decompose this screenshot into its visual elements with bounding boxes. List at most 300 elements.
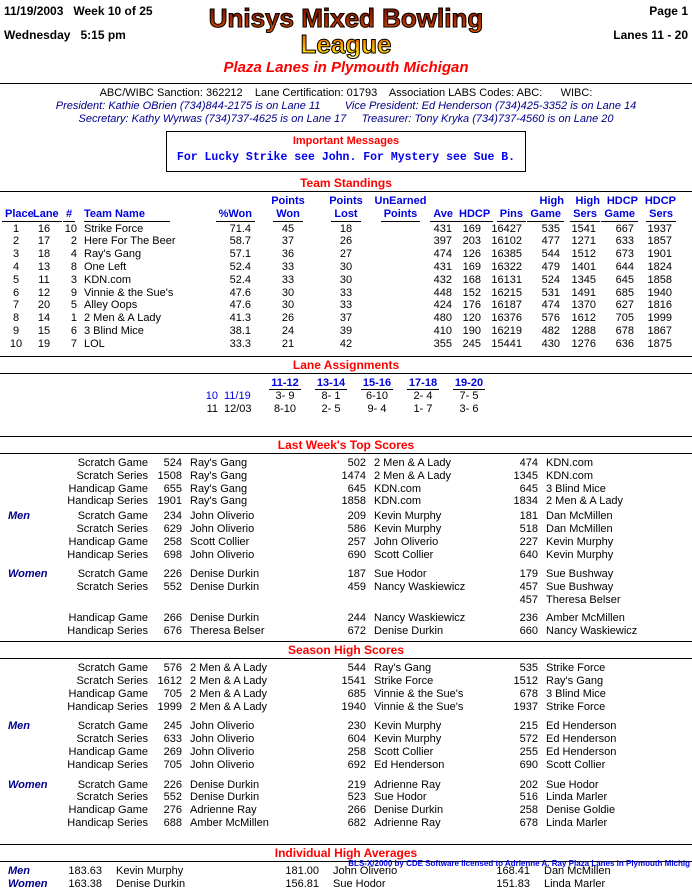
name-3: 3 Blind Mice xyxy=(546,482,606,495)
cell-pct-won: 41.3 xyxy=(229,312,251,325)
gender-label xyxy=(0,625,56,638)
cell-hdcp-sers: 1940 xyxy=(647,286,672,299)
score-1: 245 xyxy=(163,720,182,733)
score-2: 209 xyxy=(347,510,366,523)
cell-team-number: 8 xyxy=(70,260,77,273)
name-1: John Oliverio xyxy=(190,758,255,771)
name-1: Ray's Gang xyxy=(190,495,248,508)
score-row xyxy=(0,746,692,759)
col-header-hdcp-game: HDCP Game xyxy=(600,195,638,222)
name-2: Kevin Murphy xyxy=(374,522,442,535)
score-2: 266 xyxy=(347,804,366,817)
cell-points-won: 45 xyxy=(281,222,295,235)
cell-high-sers: 1276 xyxy=(571,337,596,350)
col-header-ave: Ave xyxy=(430,208,456,222)
gender-label xyxy=(0,733,56,746)
cell-pct-won: 52.4 xyxy=(229,273,251,286)
cell-place: 9 xyxy=(12,324,20,337)
name-2: Scott Collier xyxy=(374,548,434,561)
cell-hdcp-sers: 1858 xyxy=(647,273,672,286)
cell-hdcp-game: 705 xyxy=(615,312,634,325)
name-2 xyxy=(366,594,501,607)
score-1: 676 xyxy=(163,624,182,637)
matchup: 9- 4 xyxy=(367,403,387,416)
cell-unearned-points xyxy=(371,223,430,236)
cell-hdcp: 190 xyxy=(462,324,481,337)
score-3: 179 xyxy=(519,568,538,581)
score-category: Handicap Game xyxy=(68,687,148,700)
name-2: 2 Men & A Lady xyxy=(374,456,452,469)
score-category: Handicap Series xyxy=(67,624,148,637)
week-date: 11/19 xyxy=(224,390,251,403)
cell-points-lost: 30 xyxy=(339,260,353,273)
cell-team-number: 10 xyxy=(64,222,77,235)
score-1: 633 xyxy=(163,733,182,746)
gender-label xyxy=(0,759,56,772)
score-row xyxy=(0,549,692,562)
score-2: 459 xyxy=(347,581,366,594)
cell-pins: 16131 xyxy=(491,273,522,286)
score-row xyxy=(0,457,692,470)
score-category: Scratch Series xyxy=(76,733,148,746)
score-3: 645 xyxy=(519,482,538,495)
score-1: 576 xyxy=(163,662,182,675)
name-2: Ray's Gang xyxy=(374,662,432,675)
matchup: 8-10 xyxy=(273,403,297,416)
cell-high-game: 479 xyxy=(541,260,560,273)
name-2: Nancy Waskiewicz xyxy=(374,611,466,624)
section-header-season xyxy=(0,641,692,659)
score-2: 523 xyxy=(347,791,366,804)
cell-hdcp: 152 xyxy=(462,286,481,299)
cell-hdcp-sers: 1824 xyxy=(647,260,672,273)
score-3: 255 xyxy=(519,746,538,759)
messages-title: Important Messages xyxy=(292,135,400,148)
cell-place: 4 xyxy=(12,260,20,273)
name-3: Amber McMillen xyxy=(546,611,625,624)
score-3: 181 xyxy=(519,510,538,523)
cell-hdcp: 168 xyxy=(462,273,481,286)
cell-place: 7 xyxy=(12,299,20,312)
team-standings-table xyxy=(2,195,676,351)
score-2: 682 xyxy=(347,817,366,830)
cell-pins: 16427 xyxy=(491,222,522,235)
score-row xyxy=(0,625,692,638)
name-3: Theresa Belser xyxy=(546,593,621,606)
name-3: Strike Force xyxy=(546,662,606,675)
name-1: 2 Men & A Lady xyxy=(190,675,268,688)
score-1: 276 xyxy=(163,804,182,817)
name-1: 2 Men & A Lady xyxy=(190,687,268,700)
col-header-points-lost: Points Lost xyxy=(329,194,363,220)
score-2: 219 xyxy=(347,778,366,791)
score-1: 698 xyxy=(163,548,182,561)
score-2: 690 xyxy=(347,548,366,561)
name-3: KDN.com xyxy=(546,469,594,482)
name-1: John Oliverio xyxy=(190,510,255,523)
score-row xyxy=(0,594,692,607)
score-category: Handicap Game xyxy=(68,535,148,548)
cell-high-sers: 1491 xyxy=(571,286,596,299)
software-credit-line: BLS-X/2000 by CDE Software licensed to Adrienne A. Ray Plaza Lanes in Plymouth Michig xyxy=(348,859,690,868)
score-2: 672 xyxy=(347,624,366,637)
lane-week-row-current xyxy=(200,390,692,403)
week-number: 10 xyxy=(205,390,218,403)
season-men-scores xyxy=(0,720,692,771)
report-header xyxy=(0,0,692,84)
individual-high-averages xyxy=(0,865,692,890)
header-center xyxy=(179,5,513,76)
name-2: Nancy Waskiewicz xyxy=(374,581,466,594)
standings-header-row xyxy=(2,195,676,222)
cell-hdcp: 203 xyxy=(462,235,481,248)
score-row xyxy=(0,568,692,581)
name-1 xyxy=(182,594,322,607)
score-row xyxy=(0,662,692,675)
name-2: Kevin Murphy xyxy=(374,720,442,733)
gender-label xyxy=(0,523,56,536)
cell-pins: 16322 xyxy=(491,260,522,273)
cell-unearned-points xyxy=(371,312,430,325)
score-3: 1512 xyxy=(513,675,538,688)
cell-high-game: 477 xyxy=(541,235,560,248)
cell-hdcp-sers: 1937 xyxy=(647,222,672,235)
score-1: 1901 xyxy=(157,495,182,508)
section-title-season: Season High Scores xyxy=(287,643,405,658)
standings-row xyxy=(2,338,676,351)
cell-team-number: 9 xyxy=(70,286,77,299)
score-3: 640 xyxy=(519,548,538,561)
cell-high-game: 430 xyxy=(541,337,560,350)
score-2: 645 xyxy=(347,482,366,495)
score-2: 1858 xyxy=(341,495,366,508)
cell-lane: 13 xyxy=(37,260,51,273)
lanes-range: Lanes 11 - 20 xyxy=(613,27,688,42)
name-1: Ray's Gang xyxy=(190,469,248,482)
score-row xyxy=(0,804,692,817)
cell-unearned-points xyxy=(371,287,430,300)
gender-label xyxy=(0,804,56,817)
gender-label xyxy=(0,536,56,549)
lane-pairs-header xyxy=(200,377,692,391)
matchup: 3- 9 xyxy=(275,390,295,403)
score-category: Handicap Game xyxy=(68,611,148,624)
cell-points-won: 37 xyxy=(281,235,295,248)
name-3: Ed Henderson xyxy=(546,733,617,746)
name-1: Denise Durkin xyxy=(116,877,186,890)
section-title-averages: Individual High Averages xyxy=(274,845,418,860)
cell-unearned-points xyxy=(371,338,430,351)
cell-lane: 20 xyxy=(37,299,51,312)
score-row xyxy=(0,581,692,594)
cell-team-name: LOL xyxy=(84,337,105,350)
cell-pct-won: 71.4 xyxy=(229,222,251,235)
standings-row xyxy=(2,248,676,261)
cell-lane: 17 xyxy=(37,235,51,248)
cell-team-number: 4 xyxy=(70,248,77,261)
name-1: Denise Durkin xyxy=(190,778,260,791)
score-1: 269 xyxy=(163,746,182,759)
cell-pct-won: 57.1 xyxy=(229,248,251,261)
average-2: 181.00 xyxy=(285,864,319,877)
score-1: 226 xyxy=(163,778,182,791)
cell-ave: 431 xyxy=(433,260,452,273)
name-3: Linda Marler xyxy=(544,877,606,890)
cell-high-game: 535 xyxy=(541,222,560,235)
cell-points-lost: 30 xyxy=(339,273,353,286)
score-row xyxy=(0,470,692,483)
cell-hdcp: 245 xyxy=(462,337,481,350)
name-1: John Oliverio xyxy=(190,733,255,746)
score-3: 457 xyxy=(519,593,538,606)
score-1: 655 xyxy=(163,482,182,495)
sanction-line: ABC/WIBC Sanction: 362212 Lane Certification: 01793 Association LABS Codes: ABC: WIBC: xyxy=(99,87,593,99)
week-number: 11 xyxy=(206,403,218,416)
cell-ave: 474 xyxy=(433,248,452,261)
cell-lane: 12 xyxy=(37,286,51,299)
matchup: 3- 6 xyxy=(459,403,479,416)
report-date-week: 11/19/2003 Week 10 of 25 xyxy=(4,4,153,18)
lane-assignments-table xyxy=(200,377,692,416)
cell-high-game: 531 xyxy=(541,286,560,299)
score-1: 705 xyxy=(163,758,182,771)
cell-high-game: 544 xyxy=(541,248,560,261)
lane-pair-header: 13-14 xyxy=(316,376,346,389)
gender-label: Men xyxy=(8,864,30,877)
name-2: Adrienne Ray xyxy=(374,778,441,791)
score-1: 552 xyxy=(163,791,182,804)
cell-pins: 16187 xyxy=(491,299,522,312)
section-title-last-week: Last Week's Top Scores xyxy=(277,437,415,452)
cell-ave: 431 xyxy=(433,222,452,235)
score-3: 1937 xyxy=(513,700,538,713)
col-header-high-game: High Game xyxy=(526,195,564,222)
cell-lane: 11 xyxy=(38,273,50,286)
gender-label xyxy=(0,594,56,607)
lane-pair-header: 17-18 xyxy=(408,376,438,389)
score-3: 660 xyxy=(519,624,538,637)
officer-line-2: Secretary: Kathy Wyrwas (734)737-4625 is on Lane 17 Treasurer: Tony Kryka (734)737-4560 is on Lane 20 xyxy=(78,112,614,125)
score-row xyxy=(0,523,692,536)
score-2: 187 xyxy=(347,568,366,581)
score-3: 690 xyxy=(519,758,538,771)
score-2: 692 xyxy=(347,758,366,771)
gender-label xyxy=(0,791,56,804)
cell-points-lost: 27 xyxy=(339,248,353,261)
gender-label xyxy=(0,746,56,759)
cell-hdcp-game: 667 xyxy=(615,222,634,235)
score-2: 257 xyxy=(347,535,366,548)
cell-high-sers: 1288 xyxy=(571,324,596,337)
score-2: 604 xyxy=(347,733,366,746)
cell-hdcp: 126 xyxy=(462,248,481,261)
col-header-points-won: Points Won xyxy=(271,194,305,220)
cell-team-name: Ray's Gang xyxy=(84,248,142,261)
matchup: 7- 5 xyxy=(459,390,479,403)
gender-label xyxy=(0,701,56,714)
spacer xyxy=(218,377,262,391)
score-row xyxy=(0,510,692,523)
score-1: 524 xyxy=(163,456,182,469)
col-header-hdcp-sers: HDCP Sers xyxy=(644,194,676,220)
gender-label: Women xyxy=(8,778,48,791)
cell-hdcp-game: 633 xyxy=(615,235,634,248)
name-2: Sue Hodor xyxy=(333,877,386,890)
name-2: Denise Durkin xyxy=(374,804,444,817)
score-category: Scratch Series xyxy=(76,469,148,482)
cell-pins: 15441 xyxy=(491,337,522,350)
page-number: Page 1 xyxy=(649,4,688,18)
cell-team-name: Here For The Beer xyxy=(84,235,176,248)
cell-high-sers: 1612 xyxy=(571,312,596,325)
name-1: Ray's Gang xyxy=(190,482,248,495)
cell-ave: 397 xyxy=(433,235,452,248)
cell-team-number: 6 xyxy=(70,324,77,337)
score-1: 1612 xyxy=(157,675,182,688)
matchup: 2- 5 xyxy=(321,403,341,416)
cell-high-game: 524 xyxy=(541,273,560,286)
name-3: Scott Collier xyxy=(546,758,606,771)
score-row xyxy=(0,536,692,549)
name-3: Ed Henderson xyxy=(546,746,617,759)
header-right xyxy=(513,5,688,76)
cell-team-name: KDN.com xyxy=(84,273,132,286)
lastweek-team-scores xyxy=(0,457,692,508)
cell-team-name: Alley Oops xyxy=(84,299,138,312)
cell-hdcp-sers: 1816 xyxy=(647,299,672,312)
score-3: 516 xyxy=(519,791,538,804)
name-2: Strike Force xyxy=(374,675,434,688)
gender-label xyxy=(0,581,56,594)
cell-team-name: 2 Men & A Lady xyxy=(84,312,162,325)
cell-hdcp-sers: 1875 xyxy=(647,337,672,350)
cell-high-sers: 1370 xyxy=(571,299,596,312)
cell-team-name: Strike Force xyxy=(84,222,144,235)
score-1: 1999 xyxy=(157,700,182,713)
name-2: John Oliverio xyxy=(374,535,439,548)
lastweek-men-scores xyxy=(0,510,692,561)
gender-label: Men xyxy=(8,720,30,733)
gender-label xyxy=(0,495,56,508)
lane-pair-header: 11-12 xyxy=(271,376,299,389)
name-3: Kevin Murphy xyxy=(546,548,614,561)
cell-pins: 16385 xyxy=(491,248,522,261)
cell-points-won: 33 xyxy=(281,273,295,286)
score-2: 1940 xyxy=(341,700,366,713)
cell-hdcp-sers: 1999 xyxy=(647,312,672,325)
score-2: 544 xyxy=(347,662,366,675)
score-category: Handicap Series xyxy=(67,495,148,508)
score-category: Scratch Series xyxy=(76,675,148,688)
gender-label xyxy=(0,688,56,701)
score-3: 1834 xyxy=(513,495,538,508)
gender-label xyxy=(0,675,56,688)
cell-points-won: 33 xyxy=(281,260,295,273)
cell-ave: 448 xyxy=(433,286,452,299)
cell-lane: 15 xyxy=(37,324,51,337)
cell-hdcp-game: 685 xyxy=(615,286,634,299)
header-left xyxy=(4,5,179,76)
name-1: Denise Durkin xyxy=(190,611,260,624)
cell-unearned-points xyxy=(371,248,430,261)
name-1: Adrienne Ray xyxy=(190,804,257,817)
cell-points-lost: 33 xyxy=(339,299,353,312)
score-2: 685 xyxy=(347,687,366,700)
cell-high-sers: 1345 xyxy=(571,273,596,286)
lane-week-row-next xyxy=(200,403,692,416)
score-row xyxy=(0,688,692,701)
score-3: 202 xyxy=(519,778,538,791)
score-category: Scratch Game xyxy=(77,456,148,469)
lane-pair-header: 19-20 xyxy=(454,376,484,389)
league-title: Unisys Mixed Bowling League xyxy=(179,5,513,57)
name-3: Ray's Gang xyxy=(546,675,604,688)
name-1: Denise Durkin xyxy=(190,791,260,804)
name-2: KDN.com xyxy=(374,495,422,508)
cell-team-number: 3 xyxy=(70,273,77,286)
score-2 xyxy=(322,594,366,607)
name-3: Kevin Murphy xyxy=(546,535,614,548)
score-3: 457 xyxy=(519,581,538,594)
cell-unearned-points xyxy=(371,325,430,338)
cell-team-name: 3 Blind Mice xyxy=(84,324,144,337)
score-category: Scratch Game xyxy=(77,778,148,791)
name-2: Vinnie & the Sue's xyxy=(374,687,464,700)
col-header-num: # xyxy=(58,208,80,222)
score-category: Handicap Series xyxy=(67,817,148,830)
section-header-team-standings xyxy=(0,177,692,192)
score-3: 678 xyxy=(519,687,538,700)
cell-ave: 480 xyxy=(433,312,452,325)
cell-ave: 432 xyxy=(433,273,452,286)
lane-pair-header: 15-16 xyxy=(362,376,392,389)
score-2: 586 xyxy=(347,522,366,535)
cell-high-game: 576 xyxy=(541,312,560,325)
score-1: 258 xyxy=(163,535,182,548)
cell-high-sers: 1541 xyxy=(571,222,596,235)
spacer xyxy=(200,377,218,391)
name-1: Amber McMillen xyxy=(190,817,269,830)
cell-pct-won: 52.4 xyxy=(229,260,251,273)
name-1: John Oliverio xyxy=(190,746,255,759)
name-3: Nancy Waskiewicz xyxy=(546,624,638,637)
cell-place: 1 xyxy=(12,222,20,235)
message-text: For Lucky Strike see John. For Mystery see Sue B. xyxy=(176,151,516,165)
cell-hdcp-game: 636 xyxy=(615,337,634,350)
cell-place: 5 xyxy=(12,273,20,286)
score-category: Handicap Series xyxy=(67,758,148,771)
score-1: 705 xyxy=(163,687,182,700)
gender-label xyxy=(0,817,56,830)
score-3: 572 xyxy=(519,733,538,746)
cell-points-lost: 39 xyxy=(339,324,353,337)
gender-label xyxy=(0,549,56,562)
cell-lane: 14 xyxy=(37,312,51,325)
average-row xyxy=(0,878,692,890)
name-3: Dan McMillen xyxy=(544,864,611,877)
name-3: 2 Men & A Lady xyxy=(546,495,624,508)
cell-points-lost: 37 xyxy=(339,312,353,325)
name-3: Dan McMillen xyxy=(546,522,613,535)
gender-label xyxy=(0,457,56,470)
score-1: 226 xyxy=(163,568,182,581)
score-row xyxy=(0,720,692,733)
cell-pct-won: 47.6 xyxy=(229,286,251,299)
gender-label: Women xyxy=(8,568,48,581)
cell-lane: 19 xyxy=(37,337,51,350)
standings-row xyxy=(2,312,676,325)
cell-hdcp-game: 644 xyxy=(615,260,634,273)
